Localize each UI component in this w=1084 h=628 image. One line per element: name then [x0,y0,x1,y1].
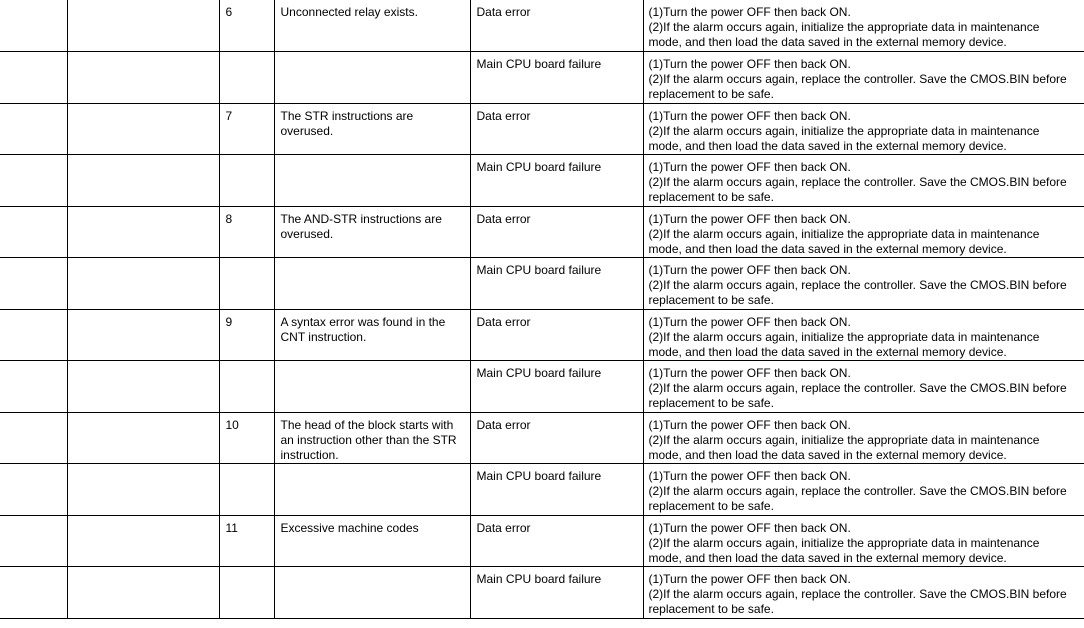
table-row [0,257,1084,309]
remedy-cell [643,51,1084,103]
remedy-line: (1)Turn the power OFF then back ON. [648,365,851,380]
empty-cell [67,412,219,463]
cause-cell [470,566,643,618]
remedy-line: (2)If the alarm occurs again, initialize the appropriate data in maintenance [648,535,1040,550]
remedy-line: (1)Turn the power OFF then back ON. [648,571,851,586]
alarm-description-cell [274,566,470,618]
alarm-number: 7 [225,108,233,123]
alarm-number-cell [219,515,274,566]
alarm-description-cell [274,515,470,566]
remedy-line: (1)Turn the power OFF then back ON. [648,56,851,71]
alarm-description-line: A syntax error was found in the [280,314,446,329]
empty-cell [67,463,219,515]
cause-text: Main CPU board failure [476,262,602,277]
alarm-number-cell [219,103,274,154]
table-row [0,154,1084,206]
alarm-number-cell [219,206,274,257]
empty-cell [0,566,67,618]
remedy-line: (2)If the alarm occurs again, replace the controller. Save the CMOS.BIN before [648,71,1067,86]
alarm-description-line: overused. [280,123,334,138]
remedy-line: (1)Turn the power OFF then back ON. [648,314,851,329]
empty-cell [0,103,67,154]
empty-cell [0,257,67,309]
cause-cell [470,515,643,566]
remedy-line: (2)If the alarm occurs again, initialize the appropriate data in maintenance [648,123,1040,138]
alarm-number: 8 [225,211,233,226]
empty-cell [67,0,219,51]
remedy-line: (2)If the alarm occurs again, replace the controller. Save the CMOS.BIN before [648,483,1067,498]
table-row [0,103,1084,154]
alarm-number-cell [219,360,274,412]
empty-cell [67,515,219,566]
alarm-number-cell [219,51,274,103]
empty-cell [0,0,67,51]
remedy-cell [643,154,1084,206]
alarm-description-cell [274,257,470,309]
remedy-line: replacement to be safe. [648,86,774,101]
alarm-description-cell [274,463,470,515]
table-row [0,206,1084,257]
remedy-line: (1)Turn the power OFF then back ON. [648,262,851,277]
cause-text: Main CPU board failure [476,571,602,586]
alarm-description-cell [274,412,470,463]
remedy-line: (2)If the alarm occurs again, replace the controller. Save the CMOS.BIN before [648,380,1067,395]
remedy-line: mode, and then load the data saved in the external memory device. [648,35,1007,49]
alarm-number-cell [219,412,274,463]
alarm-number: 11 [225,520,238,535]
cause-text: Data error [476,417,531,432]
empty-cell [67,309,219,360]
alarm-number: 6 [225,5,233,19]
remedy-line: (2)If the alarm occurs again, replace the controller. Save the CMOS.BIN before [648,277,1067,292]
empty-cell [67,51,219,103]
cause-text: Data error [476,520,531,535]
table-row [0,566,1084,618]
alarm-number: 9 [225,314,233,329]
remedy-line: (1)Turn the power OFF then back ON. [648,108,851,123]
remedy-line: (1)Turn the power OFF then back ON. [648,468,851,483]
table-row [0,412,1084,463]
remedy-line: (1)Turn the power OFF then back ON. [648,211,851,226]
empty-cell [0,51,67,103]
remedy-cell [643,206,1084,257]
empty-cell [67,206,219,257]
cause-text: Data error [476,314,531,329]
alarm-description-cell [274,206,470,257]
remedy-line: (2)If the alarm occurs again, initialize the appropriate data in maintenance [648,226,1040,241]
empty-cell [0,412,67,463]
remedy-line: (2)If the alarm occurs again, initialize the appropriate data in maintenance [648,329,1040,344]
cause-text: Data error [476,211,531,226]
cause-cell [470,309,643,360]
remedy-line: replacement to be safe. [648,292,774,307]
empty-cell [0,463,67,515]
remedy-line: mode, and then load the data saved in the external memory device. [648,447,1007,462]
cause-text: Data error [476,108,531,123]
alarm-number-cell [219,154,274,206]
alarm-number-cell [219,309,274,360]
empty-cell [0,309,67,360]
table-row [0,515,1084,566]
remedy-line: (1)Turn the power OFF then back ON. [648,520,851,535]
empty-cell [67,566,219,618]
remedy-line: mode, and then load the data saved in the external memory device. [648,138,1007,153]
alarm-description-cell [274,103,470,154]
alarm-description-cell [274,154,470,206]
table-row [0,0,1084,51]
empty-cell [0,206,67,257]
cause-text: Main CPU board failure [476,159,602,174]
cause-cell [470,51,643,103]
empty-cell [67,103,219,154]
alarm-description-line: instruction. [280,447,339,462]
remedy-cell [643,309,1084,360]
remedy-cell [643,412,1084,463]
empty-cell [67,257,219,309]
cause-cell [470,206,643,257]
cause-text: Main CPU board failure [476,56,602,71]
remedy-cell [643,360,1084,412]
remedy-line: (2)If the alarm occurs again, initialize the appropriate data in maintenance [648,432,1040,447]
remedy-cell [643,566,1084,618]
alarm-number-cell [219,257,274,309]
alarm-description-cell [274,0,470,51]
alarm-description-line: Unconnected relay exists. [280,5,418,19]
remedy-line: mode, and then load the data saved in the external memory device. [648,344,1007,359]
alarm-description-line: an instruction other than the STR [280,432,457,447]
remedy-line: (2)If the alarm occurs again, initialize the appropriate data in maintenance [648,20,1040,34]
table-row [0,360,1084,412]
remedy-line: replacement to be safe. [648,189,774,204]
alarm-description-line: The STR instructions are [280,108,414,123]
remedy-line: mode, and then load the data saved in the external memory device. [648,550,1007,565]
remedy-cell [643,0,1084,51]
alarm-number: 10 [225,417,239,432]
alarm-number-cell [219,0,274,51]
alarm-description-line: The AND-STR instructions are [280,211,442,226]
cause-cell [470,154,643,206]
remedy-cell [643,257,1084,309]
alarm-description-cell [274,360,470,412]
cause-cell [470,463,643,515]
empty-cell [67,154,219,206]
cause-cell [470,412,643,463]
alarm-description-line: overused. [280,226,334,241]
alarm-number-cell [219,463,274,515]
alarm-number-cell [219,566,274,618]
remedy-cell [643,463,1084,515]
remedy-cell [643,103,1084,154]
remedy-line: (1)Turn the power OFF then back ON. [648,5,851,19]
empty-cell [0,515,67,566]
remedy-line: mode, and then load the data saved in the external memory device. [648,241,1007,256]
empty-cell [67,360,219,412]
cause-text: Main CPU board failure [476,468,602,483]
cause-cell [470,103,643,154]
cause-text: Data error [476,5,531,19]
alarm-description-line: Excessive machine codes [280,520,419,535]
cause-cell [470,0,643,51]
cause-text: Main CPU board failure [476,365,602,380]
table-row [0,309,1084,360]
remedy-line: (1)Turn the power OFF then back ON. [648,159,851,174]
remedy-line: replacement to be safe. [648,601,774,616]
empty-cell [0,360,67,412]
remedy-line: (1)Turn the power OFF then back ON. [648,417,851,432]
cause-cell [470,257,643,309]
remedy-line: (2)If the alarm occurs again, replace the controller. Save the CMOS.BIN before [648,586,1067,601]
cause-cell [470,360,643,412]
remedy-line: replacement to be safe. [648,498,774,513]
table-row [0,51,1084,103]
alarm-description-line: CNT instruction. [280,329,367,344]
alarm-description-cell [274,51,470,103]
remedy-line: replacement to be safe. [648,395,774,410]
alarm-description-line: The head of the block starts with [280,417,454,432]
remedy-cell [643,515,1084,566]
empty-cell [0,154,67,206]
remedy-line: (2)If the alarm occurs again, replace the controller. Save the CMOS.BIN before [648,174,1067,189]
table-row [0,463,1084,515]
alarm-description-cell [274,309,470,360]
